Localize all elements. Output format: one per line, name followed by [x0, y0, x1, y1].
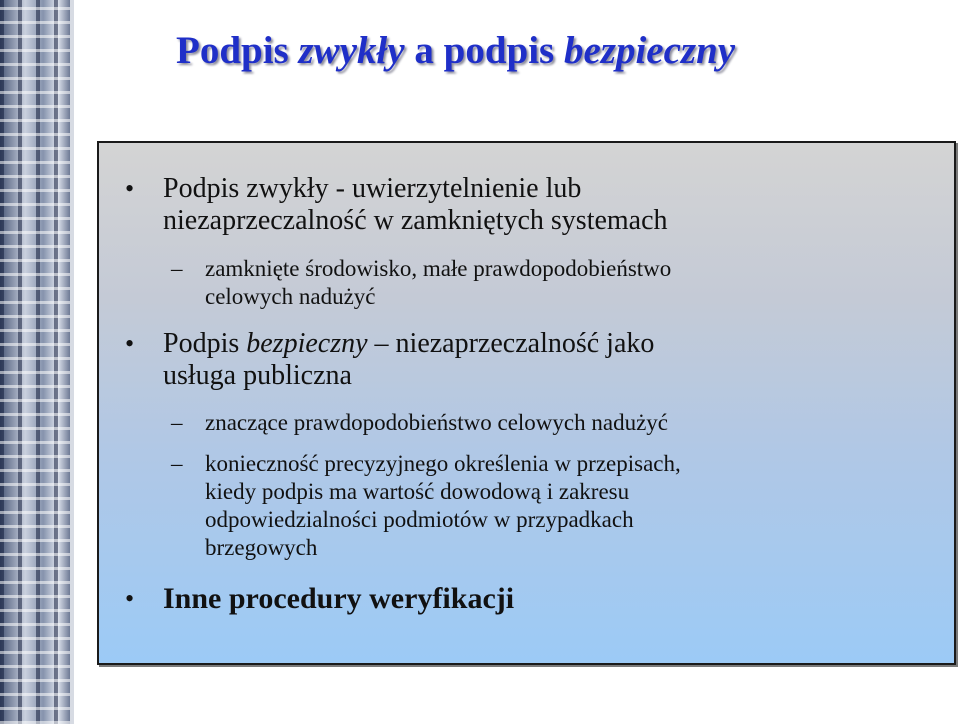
bullet-1-line-1: Podpis zwykły - uwierzytelnienie lub	[163, 173, 582, 204]
sub-bullet-1-1-line-1: zamknięte środowisko, małe prawdopodobieństwo	[205, 256, 672, 281]
dash-marker: –	[171, 256, 183, 281]
dash-marker: –	[171, 451, 183, 476]
content-box	[97, 141, 956, 665]
bullet-2-line-1	[163, 328, 654, 360]
sub-bullet-2-2	[171, 450, 681, 562]
bullet-item-3	[125, 582, 515, 615]
bullet-marker: •	[125, 329, 135, 358]
bullet-marker: •	[125, 584, 135, 613]
decorative-letter-strip	[0, 0, 72, 724]
bullet-2-line-2: usługa publiczna	[163, 360, 352, 391]
title-part-2: zwykły	[298, 29, 405, 72]
dash-marker: –	[171, 410, 183, 435]
bullet-2-italic: bezpieczny	[246, 328, 368, 359]
slide-title	[176, 30, 735, 73]
sub-bullet-2-2-line-1: konieczność precyzyjnego określenia w przepisach,	[205, 451, 681, 476]
bullet-marker: •	[125, 174, 135, 203]
title-part-1: Podpis	[176, 29, 299, 72]
bullet-item-2	[125, 328, 655, 392]
bullet-2-pre: Podpis	[163, 328, 247, 359]
bullet-1-line-2: niezaprzeczalność w zamkniętych systemach	[163, 205, 668, 236]
title-part-3: a podpis	[404, 29, 564, 72]
sub-bullet-2-1-line-1: znaczące prawdopodobieństwo celowych nadużyć	[205, 410, 668, 435]
sub-bullet-2-2-line-4: brzegowych	[205, 535, 318, 560]
sub-bullet-1-1	[171, 255, 672, 311]
sub-bullet-2-2-line-3: odpowiedzialności podmiotów w przypadkach	[205, 507, 634, 532]
sub-bullet-2-1	[171, 409, 668, 437]
bullet-2-post: – niezaprzeczalność jako	[367, 328, 655, 359]
bullet-3-line-1: Inne procedury weryfikacji	[163, 582, 515, 615]
bullet-item-1	[125, 173, 668, 237]
sub-bullet-1-1-line-2: celowych nadużyć	[205, 284, 376, 309]
sub-bullet-2-2-line-2: kiedy podpis ma wartość dowodową i zakresu	[205, 479, 630, 504]
title-part-4: bezpieczny	[563, 29, 736, 72]
